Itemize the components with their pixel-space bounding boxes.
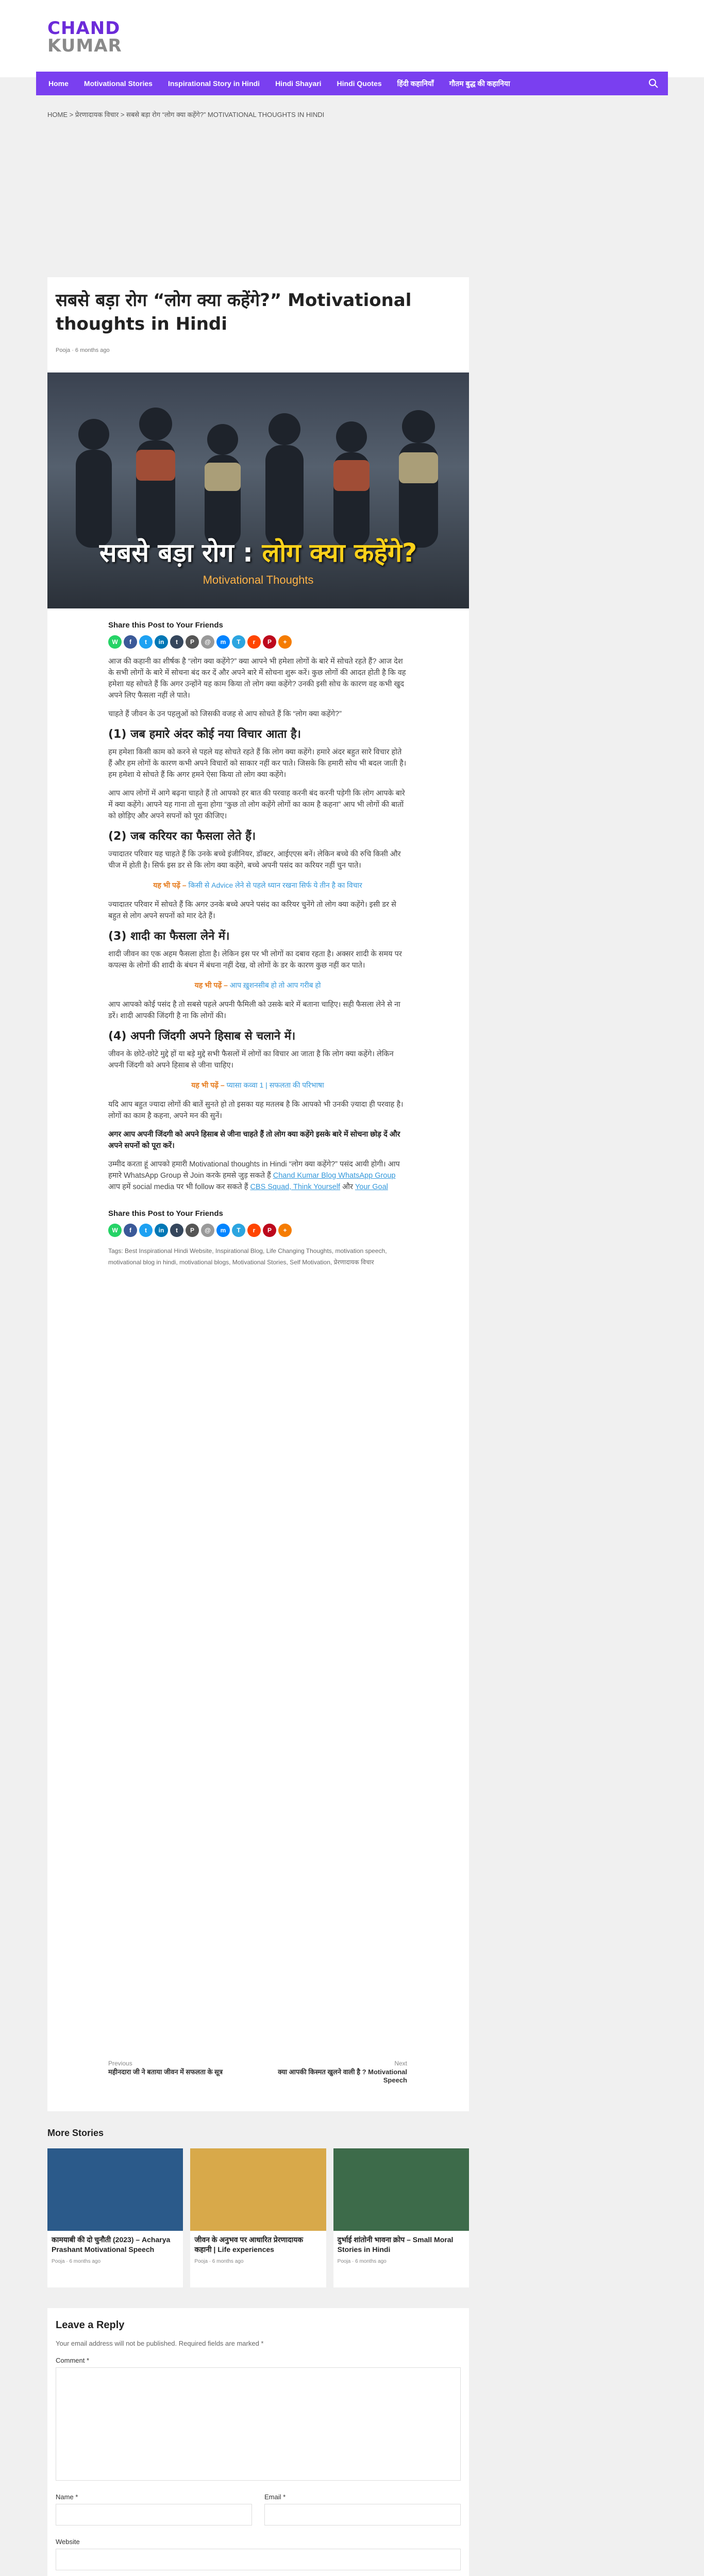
section-heading: (1) जब हमारे अंदर कोई नया विचार आता है।: [108, 728, 301, 741]
tumblr-share-icon[interactable]: t: [170, 635, 183, 649]
nav-item[interactable]: गौतम बुद्ध की कहानिया: [449, 79, 510, 88]
read-also: [108, 879, 407, 891]
website-label: Website: [56, 2538, 80, 2546]
website-field[interactable]: [56, 2549, 461, 2570]
reply-note: Your email address will not be published. Required fields are marked *: [56, 2340, 264, 2347]
article-title: सबसे बड़ा रोग “लोग क्या कहेंगे?” Motivational thoughts in Hindi: [56, 290, 412, 334]
comment-form: [47, 2308, 469, 2576]
next-title: क्या आपकी किस्मत खुलने वाली है ? Motivational Speech: [278, 2068, 407, 2084]
pinterest-share-icon[interactable]: P: [263, 1224, 276, 1237]
story-title[interactable]: जीवन के अनुभव पर आधारित प्रेरणादायक कहानी | Life experiences: [194, 2235, 304, 2253]
paragraph: ज्यादातर परिवार में सोचते हैं कि अगर उनके बच्चे अपने पसंद का करियर चुनेंगे तो लोग क्या कहेंगे। इसी डर से बहुत से लोग अपने सपनों को मार देते हैं।: [108, 901, 396, 920]
nav-item[interactable]: Hindi Quotes: [337, 79, 382, 88]
whatsapp-share-icon[interactable]: W: [108, 1224, 122, 1237]
article-body: [108, 620, 407, 1268]
story-thumbnail: [190, 2148, 326, 2231]
read-also-label: यह भी पढ़ें –: [191, 1081, 225, 1089]
email-share-icon[interactable]: @: [201, 1224, 214, 1237]
more-share-icon[interactable]: +: [278, 1224, 292, 1237]
read-also: [108, 979, 407, 991]
section-heading: (3) शादी का फैसला लेने में।: [108, 930, 230, 943]
article-meta: Pooja · 6 months ago: [56, 347, 110, 353]
twitter-share-icon[interactable]: t: [139, 635, 153, 649]
messenger-share-icon[interactable]: m: [216, 1224, 230, 1237]
post-navigation: [108, 2060, 407, 2096]
share-heading: Share this Post to Your Friends: [108, 1209, 223, 1218]
whatsapp-share-icon[interactable]: W: [108, 635, 122, 649]
paragraph: ज्यादातर परिवार यह चाहते हैं कि उनके बच्चे इंजीनियर, डॉक्टर, आईएएस बनें। लेकिन बच्चे की रुचि किसी और चीज में होती है। सिर्फ इस डर से कि लोग क्या कहेंगे, बच्चे अपनी पसंद का करियर नहीं चुन पाते।: [108, 850, 401, 870]
comment-textarea[interactable]: [56, 2367, 461, 2481]
and-text: और: [342, 1183, 353, 1191]
logo-line-1: CHAND: [47, 18, 121, 39]
nav-item[interactable]: Hindi Shayari: [275, 79, 322, 88]
twitter-share-icon[interactable]: t: [139, 1224, 153, 1237]
story-thumbnail: [47, 2148, 183, 2231]
nav-item[interactable]: Motivational Stories: [83, 79, 153, 88]
paragraph: हम हमेशा किसी काम को करने से पहले यह सोचते रहते हैं कि लोग क्या कहेंगे। हमारे अंदर बहुत सारे विचार होते हैं और हम लोगों के कारण कभी अपने विचारों को साकार नहीं कर पाते। जिसके कि हमारी सोच भी बदल जाती है। हम हमेशा ये सोचते हैं कि अगर हमने ऐसा किया तो लोग क्या कहेंगे।: [108, 748, 407, 779]
image-subtitle: Motivational Thoughts: [203, 573, 314, 586]
logo-line-2: KUMAR: [47, 36, 122, 56]
messenger-share-icon[interactable]: m: [216, 635, 230, 649]
facebook-share-icon[interactable]: f: [124, 1224, 137, 1237]
site-logo[interactable]: [47, 20, 122, 55]
paragraph: आप आपको कोई पसंद है तो सबसे पहले अपनी फैमिली को उसके बारे में बताना चाहिए। सही फैसला लेने से ना डरें। शादी आपकी जिंदगी है ना कि लोगों की।: [108, 1001, 400, 1020]
nav-item[interactable]: Home: [48, 79, 69, 88]
share-heading: Share this Post to Your Friends: [108, 621, 223, 630]
facebook-share-icon[interactable]: f: [124, 635, 137, 649]
story-thumbnail: [333, 2148, 469, 2231]
name-field[interactable]: [56, 2504, 252, 2526]
linkedin-share-icon[interactable]: in: [155, 635, 168, 649]
read-also-label: यह भी पढ़ें –: [194, 981, 228, 989]
search-icon[interactable]: [648, 78, 659, 89]
featured-image: [47, 372, 469, 608]
paragraph: शादी जीवन का एक अहम फैसला होता है। लेकिन इस पर भी लोगों का दबाव रहता है। अक्सर शादी के समय पर कपल्स के लोगों की शादी के बंधन में बंधना नहीं देख, वो लोगों के डर के कारण कुछ नहीं कर पाते।: [108, 950, 402, 970]
nav-item[interactable]: Inspirational Story in Hindi: [167, 79, 260, 88]
story-meta: Pooja · 6 months ago: [194, 2259, 244, 2264]
closing-text: उम्मीद करता हूं आपको हमारी Motivational thoughts in Hindi “लोग क्या कहेंगे?” पसंद आयी होगी। आप हमारे WhatsApp Group से Join करके हमसे जुड़ सकते हैं: [108, 1160, 400, 1180]
telegram-share-icon[interactable]: T: [232, 1224, 245, 1237]
nav-item[interactable]: हिंदी कहानियाँ: [397, 79, 434, 88]
reply-heading: Leave a Reply: [56, 2319, 125, 2331]
print-share-icon[interactable]: P: [186, 635, 199, 649]
cbs-squad-link[interactable]: CBS Squad, Think Yourself: [250, 1183, 341, 1191]
linkedin-share-icon[interactable]: in: [155, 1224, 168, 1237]
next-label: Next: [394, 2060, 407, 2067]
more-stories-list: [47, 2148, 469, 2287]
story-meta: Pooja · 6 months ago: [52, 2259, 101, 2264]
article-card: [47, 277, 469, 2111]
share-buttons-bottom: [108, 1224, 407, 1237]
paragraph: अगर आप अपनी जिंदगी को अपने हिसाब से जीना चाहते हैं तो लोग क्या कहेंगे इसके बारे में सोचना छोड़ दें और अपने सपनों को पूरा करें।: [108, 1130, 400, 1150]
paragraph: यदि आप बहुत ज्यादा लोगों की बातें सुनते हो तो इसका यह मतलब है कि आपको भी उनकी ज़्यादा ही परवाह है। लोगों का काम है कहना, अपने मन की सुनें।: [108, 1100, 404, 1120]
story-title[interactable]: कामयाबी की दो चुनौती (2023) – Acharya Prashant Motivational Speech: [52, 2235, 171, 2253]
read-also-link[interactable]: आप ख़ुशनसीब हो तो आप गरीब हो: [229, 981, 321, 989]
your-goal-link[interactable]: Your Goal: [355, 1183, 388, 1191]
image-title-white: सबसे बड़ा रोग :: [99, 538, 262, 568]
email-label: Email *: [264, 2493, 286, 2501]
print-share-icon[interactable]: P: [186, 1224, 199, 1237]
next-post-link[interactable]: [263, 2060, 407, 2084]
breadcrumb: HOME > प्रेरणादायक विचार > सबसे बड़ा रोग “लोग क्या कहेंगे?” MOTIVATIONAL THOUGHTS IN HINDI: [47, 111, 325, 118]
share-buttons-top: [108, 635, 407, 649]
previous-title: महीनदारा जी ने बताया जीवन में सफलता के सूत्र: [108, 2068, 223, 2076]
closing-paragraph: [108, 1159, 407, 1193]
comment-label: Comment *: [56, 2357, 90, 2364]
more-stories-heading: More Stories: [47, 2128, 104, 2138]
site-header: [0, 0, 704, 77]
email-field[interactable]: [264, 2504, 461, 2526]
post-tags: Tags: Best Inspirational Hindi Website, Inspirational Blog, Life Changing Thoughts, motivation speech, motivational blog in hindi, motivational blogs, Motivational Stories, Self Motivation, प्रेरणादायक विचार: [108, 1247, 387, 1266]
read-also: [108, 1079, 407, 1091]
paragraph: आज की कहानी का शीर्षक है “लोग क्या कहेंगे?” क्या आपने भी हमेशा लोगों के बारे में सोचते रहते हैं? आज देश के सभी लोगों के बारे में सोचना बंद कर दें और अपने बारे में सोचना शुरू करें। कुछ लोगों की आदत होती है कि वह हमेशा यह सोचते हैं कि अगर उन्होंने यह काम किया तो लोग क्या कहेंगे? उनकी इसी सोच के कारण वह कभी खुद अपने लिए फैसला नहीं ले पाते।: [108, 657, 406, 700]
section-heading: (2) जब करियर का फैसला लेते हैं।: [108, 830, 256, 843]
story-title[interactable]: दुर्भाई शांतोनी भावना क्रोप – Small Moral Stories in Hindi: [337, 2235, 454, 2253]
story-card[interactable]: [190, 2148, 326, 2287]
reddit-share-icon[interactable]: r: [247, 635, 261, 649]
image-title: [47, 534, 469, 569]
story-card[interactable]: [47, 2148, 183, 2287]
previous-post-link[interactable]: [108, 2060, 242, 2076]
story-card[interactable]: [333, 2148, 469, 2287]
pinterest-share-icon[interactable]: P: [263, 635, 276, 649]
section-heading: (4) अपनी जिंदगी अपने हिसाब से चलाने में।: [108, 1030, 296, 1043]
more-share-icon[interactable]: +: [278, 635, 292, 649]
whatsapp-group-link[interactable]: Chand Kumar Blog WhatsApp Group: [273, 1172, 396, 1180]
previous-label: Previous: [108, 2060, 132, 2067]
story-meta: Pooja · 6 months ago: [337, 2259, 387, 2264]
email-share-icon[interactable]: @: [201, 635, 214, 649]
read-also-link[interactable]: किसी से Advice लेने से पहले ध्यान रखना सिर्फ ये तीन है का विचार: [188, 881, 362, 889]
paragraph: आप आप लोगों में आगे बढ़ना चाहते हैं तो आपको हर बात की परवाह करनी बंद करनी पड़ेगी कि लोग आपके बारे में क्या कहेंगे। आपने यह गाना तो सुना होगा “कुछ तो लोग कहेंगे लोगों का काम है कहना” आप भी लोगों की बातों को छोड़िए और अपने सपनों को पूरा कीजिए।: [108, 789, 405, 820]
read-also-link[interactable]: प्यासा कव्वा 1 | सफलता की परिभाषा: [226, 1081, 324, 1089]
tumblr-share-icon[interactable]: t: [170, 1224, 183, 1237]
paragraph: चाहते हैं जीवन के उन पहलुओं को जिसकी वजह से आप सोचते हैं कि “लोग क्या कहेंगे?”: [108, 710, 342, 718]
image-title-yellow: लोग क्या कहेंगे?: [262, 538, 417, 568]
name-label: Name *: [56, 2493, 78, 2501]
main-navbar: [36, 72, 668, 95]
social-text: आप हमें social media पर भी follow कर सकते हैं: [108, 1183, 248, 1191]
paragraph: जीवन के छोटे-छोटे मुद्दे हों या बड़े मुद्दे सभी फैसलों में लोगों का विचार आ जाता है कि लोग क्या कहेंगे। लेकिन अपनी जिंदगी को अपने हिसाब से जीना चाहिए।: [108, 1050, 394, 1070]
read-also-label: यह भी पढ़ें –: [153, 881, 187, 889]
reddit-share-icon[interactable]: r: [247, 1224, 261, 1237]
telegram-share-icon[interactable]: T: [232, 635, 245, 649]
crowd-illustration: [47, 393, 469, 548]
